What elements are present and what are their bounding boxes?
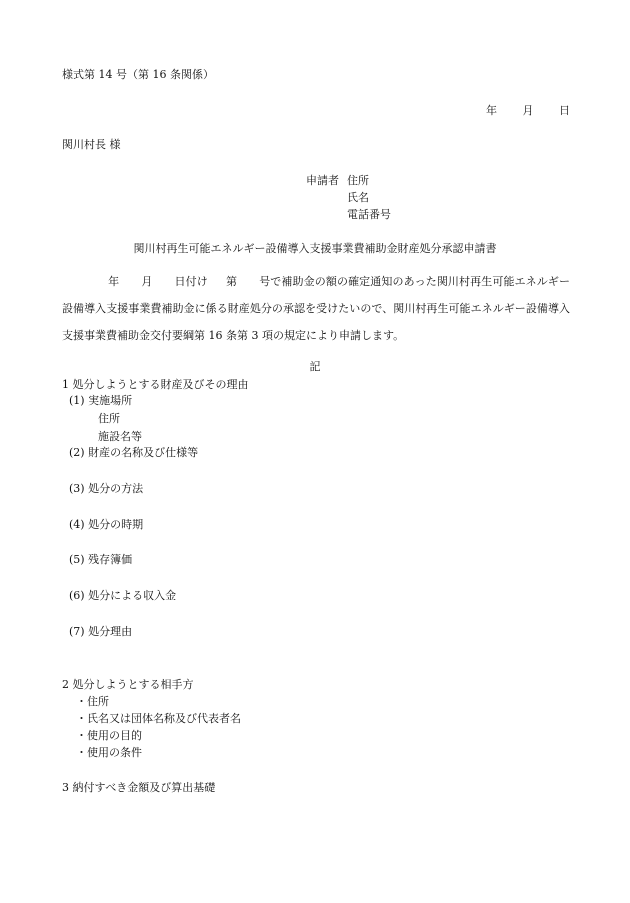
body-month: 月 — [141, 275, 153, 288]
section1-item1-sub1: 住所 — [98, 412, 120, 425]
applicant-phone: 電話番号 — [347, 208, 391, 221]
section1-item5: (5) 残存簿価 — [69, 553, 133, 566]
section2-heading: 2 処分しようとする相手方 — [62, 678, 194, 691]
date-line — [486, 104, 570, 118]
section1-item4: (4) 処分の時期 — [69, 518, 144, 531]
section1-item6: (6) 処分による収入金 — [69, 589, 177, 602]
date-year: 年 — [486, 104, 497, 117]
body-number-prefix: 第 — [225, 275, 238, 288]
section2-bullet: ・使用の目的 — [76, 729, 142, 742]
date-day: 日 — [559, 104, 570, 117]
body-date-suffix: 日付け — [174, 275, 208, 288]
applicant-label: 申請者 — [306, 174, 339, 187]
body-text: 号で補助金の額の確定通知のあった関川村再生可能エネルギー設備導入支援事業費補助金に係る財産処分の承認を受けたいので、関川村再生可能エネルギー設備導入支援事業費補助金交付要綱第 16 条第 3 項の規定により申請します。 — [62, 275, 571, 342]
body-year: 年 — [108, 275, 120, 288]
section1-item1: (1) 実施場所 — [69, 394, 133, 407]
form-label: 様式第 14 号（第 16 条関係） — [62, 68, 214, 81]
date-month: 月 — [522, 104, 534, 117]
section2-bullet: ・氏名又は団体名称及び代表者名 — [76, 712, 241, 725]
section2-bullet: ・住所 — [76, 695, 109, 708]
applicant-address: 住所 — [347, 174, 369, 187]
section3-heading: 3 納付すべき金額及び算出基礎 — [62, 781, 216, 794]
section1-item3: (3) 処分の方法 — [69, 482, 144, 495]
ki-heading: 記 — [309, 360, 321, 373]
addressee: 関川村長 様 — [62, 138, 121, 151]
section2-bullet: ・使用の条件 — [76, 746, 142, 759]
body-paragraph — [62, 268, 570, 349]
section1-item7: (7) 処分理由 — [69, 625, 133, 638]
section1-item2: (2) 財産の名称及び仕様等 — [69, 446, 199, 459]
section1-item1-sub2: 施設名等 — [98, 430, 142, 443]
document-title: 関川村再生可能エネルギー設備導入支援事業費補助金財産処分承認申請書 — [133, 242, 497, 255]
applicant-name: 氏名 — [347, 191, 369, 204]
section1-heading: 1 処分しようとする財産及びその理由 — [62, 378, 249, 391]
